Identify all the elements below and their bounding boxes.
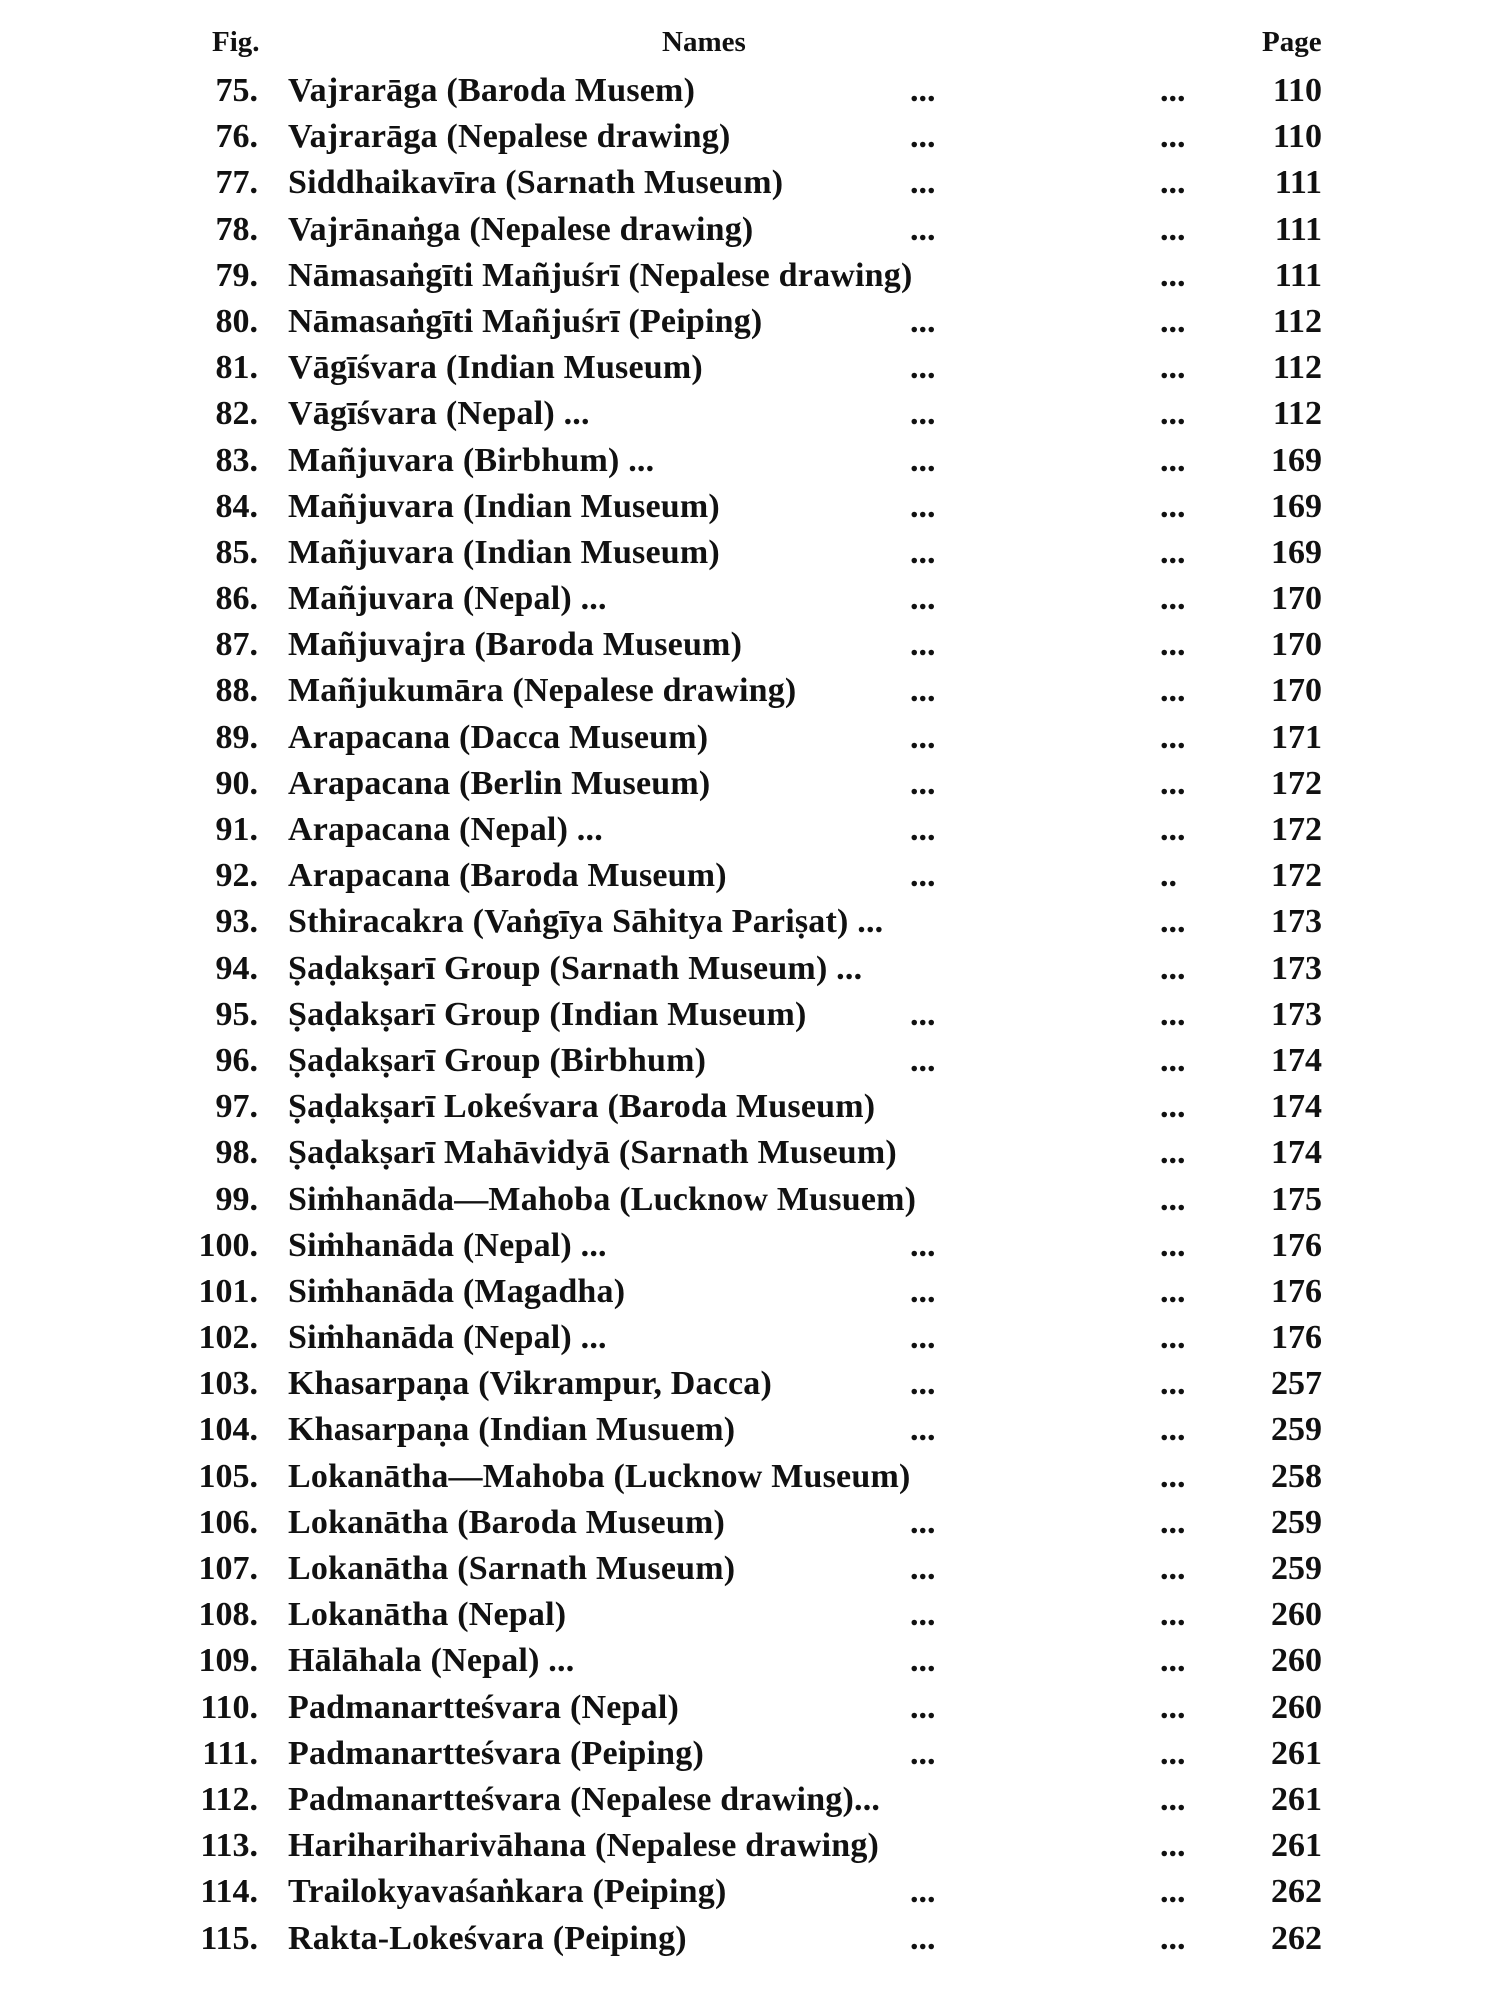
- figure-name: Siṁhanāda (Nepal) ...: [288, 1226, 607, 1264]
- figure-name: Ṣaḍakṣarī Lokeśvara (Baroda Museum): [288, 1088, 876, 1126]
- figure-name: Padmanartteśvara (Nepal): [288, 1688, 680, 1726]
- page-number: 175: [1271, 1180, 1322, 1218]
- fig-number: 94.: [215, 949, 258, 987]
- leader-dots: ...: [910, 1503, 936, 1541]
- leader-dots: ...: [1160, 903, 1186, 941]
- fig-number: 102.: [198, 1319, 258, 1357]
- page-number: 260: [1271, 1596, 1322, 1634]
- header-page: Page: [1262, 26, 1322, 58]
- list-item: [0, 1084, 1500, 1130]
- figure-name: Siṁhanāda (Magadha): [288, 1272, 626, 1310]
- fig-number: 104.: [198, 1411, 258, 1449]
- figure-name: Siṁhanāda (Nepal) ...: [288, 1319, 607, 1357]
- leader-dots: ...: [910, 302, 936, 340]
- figure-name: Siddhaikavīra (Sarnath Museum): [288, 164, 784, 202]
- figure-list: [0, 68, 1500, 1962]
- list-item: [0, 1454, 1500, 1500]
- list-item: [0, 1592, 1500, 1638]
- fig-number: 75.: [215, 72, 258, 109]
- leader-dots: ...: [1160, 1319, 1186, 1357]
- leader-dots: ...: [1160, 1503, 1186, 1541]
- page-number: 174: [1271, 1041, 1322, 1079]
- leader-dots: ...: [1160, 1365, 1186, 1403]
- list-item: [0, 1869, 1500, 1915]
- figure-name: Lokanātha (Sarnath Museum): [288, 1550, 736, 1587]
- fig-number: 81.: [215, 349, 258, 387]
- leader-dots: ...: [910, 1596, 936, 1634]
- list-item: [0, 1269, 1500, 1315]
- leader-dots: ...: [1160, 1457, 1186, 1495]
- list-item: [0, 1500, 1500, 1546]
- page-number: 260: [1271, 1642, 1322, 1680]
- leader-dots: ...: [1160, 672, 1186, 710]
- list-item: [0, 622, 1500, 668]
- leader-dots: ...: [910, 210, 936, 248]
- page-number: 260: [1271, 1688, 1322, 1726]
- list-item: [0, 207, 1500, 253]
- fig-number: 98.: [215, 1134, 258, 1172]
- figure-name: Nāmasaṅgīti Mañjuśrī (Peiping): [288, 302, 763, 340]
- page-number: 112: [1272, 349, 1322, 387]
- fig-number: 109.: [198, 1642, 258, 1680]
- leader-dots: ...: [910, 857, 936, 895]
- fig-number: 91.: [215, 811, 258, 848]
- page-number: 259: [1271, 1411, 1322, 1449]
- figure-name: Nāmasaṅgīti Mañjuśrī (Nepalese drawing): [288, 256, 913, 294]
- leader-dots: ...: [1160, 1688, 1186, 1726]
- leader-dots: ...: [910, 395, 936, 433]
- leader-dots: ...: [910, 1873, 936, 1911]
- leader-dots: ...: [910, 1411, 936, 1449]
- leader-dots: ...: [910, 1365, 936, 1403]
- figure-name: Vāgīśvara (Indian Museum): [288, 349, 703, 387]
- fig-number: 111.: [202, 1734, 258, 1772]
- figure-name: Vajrānaṅga (Nepalese drawing): [288, 210, 754, 248]
- leader-dots: ...: [910, 718, 936, 756]
- leader-dots: ...: [910, 995, 936, 1033]
- leader-dots: ...: [910, 672, 936, 710]
- fig-number: 96.: [215, 1041, 258, 1079]
- leader-dots: ..: [1160, 857, 1177, 895]
- list-item: [0, 68, 1500, 114]
- page-number: 262: [1271, 1919, 1322, 1957]
- figure-name: Mañjuvara (Nepal) ...: [288, 580, 607, 618]
- leader-dots: ...: [1160, 302, 1186, 340]
- figure-name: Mañjuvara (Indian Museum): [288, 533, 720, 571]
- leader-dots: ...: [910, 487, 936, 525]
- leader-dots: ...: [910, 164, 936, 202]
- list-item: [0, 1916, 1500, 1962]
- leader-dots: ...: [1160, 487, 1186, 525]
- list-item: [0, 1177, 1500, 1223]
- leader-dots: ...: [1160, 1041, 1186, 1079]
- figure-name: Ṣaḍakṣarī Group (Sarnath Museum) ...: [288, 949, 863, 987]
- fig-number: 114.: [200, 1873, 258, 1911]
- figure-name: Ṣaḍakṣarī Mahāvidyā (Sarnath Museum): [288, 1134, 897, 1172]
- list-item: [0, 438, 1500, 484]
- leader-dots: ...: [1160, 164, 1186, 202]
- fig-number: 112.: [200, 1780, 258, 1818]
- leader-dots: ...: [910, 1919, 936, 1957]
- leader-dots: ...: [1160, 1134, 1186, 1172]
- list-item: [0, 530, 1500, 576]
- list-item: [0, 761, 1500, 807]
- fig-number: 93.: [215, 903, 258, 941]
- leader-dots: ...: [910, 441, 936, 479]
- list-item: [0, 1130, 1500, 1176]
- leader-dots: ...: [910, 1734, 936, 1772]
- leader-dots: ...: [1160, 1226, 1186, 1264]
- page-number: 173: [1271, 949, 1322, 987]
- fig-number: 113.: [200, 1827, 258, 1865]
- list-item: [0, 484, 1500, 530]
- page-number: 176: [1271, 1319, 1322, 1357]
- leader-dots: ...: [910, 764, 936, 802]
- fig-number: 108.: [198, 1596, 258, 1634]
- fig-number: 80.: [215, 302, 258, 340]
- leader-dots: ...: [910, 118, 936, 156]
- figure-name: Arapacana (Berlin Museum): [288, 764, 711, 802]
- fig-number: 115.: [200, 1919, 258, 1957]
- leader-dots: ...: [1160, 1734, 1186, 1772]
- fig-number: 83.: [215, 441, 258, 479]
- leader-dots: ...: [1160, 1827, 1186, 1865]
- list-item: [0, 1546, 1500, 1592]
- figure-name: Arapacana (Dacca Museum): [288, 718, 709, 756]
- leader-dots: ...: [1160, 718, 1186, 756]
- leader-dots: ...: [910, 811, 936, 848]
- leader-dots: ...: [1160, 1873, 1186, 1911]
- fig-number: 105.: [198, 1457, 258, 1495]
- leader-dots: ...: [1160, 580, 1186, 618]
- figure-name: Khasarpaṇa (Indian Musuem): [288, 1411, 736, 1449]
- figure-name: Vāgīśvara (Nepal) ...: [288, 395, 590, 433]
- figure-name: Khasarpaṇa (Vikrampur, Dacca): [288, 1365, 773, 1403]
- leader-dots: ...: [1160, 118, 1186, 156]
- header-names: Names: [662, 26, 746, 58]
- leader-dots: ...: [910, 1550, 936, 1587]
- leader-dots: ...: [1160, 1919, 1186, 1957]
- list-item: [0, 1315, 1500, 1361]
- figure-name: Arapacana (Nepal) ...: [288, 811, 603, 848]
- leader-dots: ...: [1160, 995, 1186, 1033]
- page-number: 112: [1272, 395, 1322, 433]
- list-item: [0, 1361, 1500, 1407]
- page-number: 112: [1272, 302, 1322, 340]
- page-number: 261: [1271, 1734, 1322, 1772]
- leader-dots: ...: [1160, 210, 1186, 248]
- fig-number: 82.: [215, 395, 258, 433]
- list-item: [0, 899, 1500, 945]
- list-item: [0, 160, 1500, 206]
- list-item: [0, 668, 1500, 714]
- leader-dots: ...: [1160, 349, 1186, 387]
- leader-dots: ...: [1160, 811, 1186, 848]
- figure-name: Vajrarāga (Nepalese drawing): [288, 118, 731, 156]
- list-item: [0, 992, 1500, 1038]
- leader-dots: ...: [910, 533, 936, 571]
- list-item: [0, 391, 1500, 437]
- leader-dots: ...: [1160, 1272, 1186, 1310]
- list-item: [0, 1638, 1500, 1684]
- header-fig: Fig.: [212, 26, 260, 58]
- page-number: 111: [1274, 164, 1322, 202]
- leader-dots: ...: [1160, 764, 1186, 802]
- page-number: 111: [1274, 210, 1322, 248]
- leader-dots: ...: [1160, 949, 1186, 987]
- fig-number: 103.: [198, 1365, 258, 1403]
- page-number: 169: [1271, 441, 1322, 479]
- page-number: 111: [1274, 256, 1322, 294]
- figure-name: Hālāhala (Nepal) ...: [288, 1642, 575, 1680]
- leader-dots: ...: [1160, 1088, 1186, 1126]
- leader-dots: ...: [1160, 1642, 1186, 1680]
- figure-name: Trailokyavaśaṅkara (Peiping): [288, 1873, 727, 1911]
- leader-dots: ...: [910, 626, 936, 664]
- fig-number: 84.: [215, 487, 258, 525]
- fig-number: 87.: [215, 626, 258, 664]
- leader-dots: ...: [1160, 626, 1186, 664]
- leader-dots: ...: [910, 1041, 936, 1079]
- fig-number: 92.: [215, 857, 258, 895]
- page-number: 172: [1271, 811, 1322, 848]
- list-item: [0, 853, 1500, 899]
- leader-dots: ...: [1160, 1550, 1186, 1587]
- fig-number: 110.: [200, 1688, 258, 1726]
- leader-dots: ...: [1160, 1596, 1186, 1634]
- list-item: [0, 1407, 1500, 1453]
- page-number: 176: [1271, 1226, 1322, 1264]
- page-number: 257: [1271, 1365, 1322, 1403]
- leader-dots: ...: [910, 1688, 936, 1726]
- list-item: [0, 1038, 1500, 1084]
- page-number: 170: [1271, 580, 1322, 618]
- fig-number: 97.: [215, 1088, 258, 1126]
- page-number: 110: [1272, 72, 1322, 109]
- list-item: [0, 253, 1500, 299]
- leader-dots: ...: [1160, 395, 1186, 433]
- leader-dots: ...: [1160, 256, 1186, 294]
- list-item: [0, 1223, 1500, 1269]
- fig-number: 95.: [215, 995, 258, 1033]
- leader-dots: ...: [910, 1226, 936, 1264]
- leader-dots: ...: [910, 72, 936, 109]
- page-number: 261: [1271, 1827, 1322, 1865]
- fig-number: 90.: [215, 764, 258, 802]
- fig-number: 86.: [215, 580, 258, 618]
- leader-dots: ...: [1160, 1180, 1186, 1218]
- leader-dots: ...: [910, 1272, 936, 1310]
- list-item: [0, 576, 1500, 622]
- page-number: 174: [1271, 1134, 1322, 1172]
- list-item: [0, 1823, 1500, 1869]
- leader-dots: ...: [1160, 441, 1186, 479]
- figure-name: Ṣaḍakṣarī Group (Birbhum): [288, 1041, 707, 1079]
- page-number: 170: [1271, 672, 1322, 710]
- leader-dots: ...: [1160, 1780, 1186, 1818]
- figure-name: Padmanartteśvara (Nepalese drawing)...: [288, 1780, 881, 1818]
- page-number: 174: [1271, 1088, 1322, 1126]
- leader-dots: ...: [910, 580, 936, 618]
- leader-dots: ...: [910, 1319, 936, 1357]
- figure-name: Mañjukumāra (Nepalese drawing): [288, 672, 797, 710]
- page-number: 171: [1271, 718, 1322, 756]
- fig-number: 107.: [198, 1550, 258, 1587]
- figure-name: Lokanātha—Mahoba (Lucknow Museum): [288, 1457, 911, 1495]
- fig-number: 76.: [215, 118, 258, 156]
- page-number: 172: [1271, 857, 1322, 895]
- list-item: [0, 807, 1500, 853]
- fig-number: 79.: [215, 256, 258, 294]
- leader-dots: ...: [1160, 1411, 1186, 1449]
- fig-number: 106.: [198, 1503, 258, 1541]
- figure-name: Mañjuvara (Birbhum) ...: [288, 441, 655, 479]
- page-number: 173: [1271, 995, 1322, 1033]
- figure-name: Lokanātha (Baroda Museum): [288, 1503, 725, 1541]
- figure-name: Vajrarāga (Baroda Musem): [288, 72, 696, 109]
- fig-number: 88.: [215, 672, 258, 710]
- page-number: 259: [1271, 1503, 1322, 1541]
- figure-name: Padmanartteśvara (Peiping): [288, 1734, 704, 1772]
- page-number: 172: [1271, 764, 1322, 802]
- fig-number: 77.: [215, 164, 258, 202]
- figure-name: Sthiracakra (Vaṅgīya Sāhitya Pariṣat) ...: [288, 903, 884, 941]
- leader-dots: ...: [1160, 72, 1186, 109]
- fig-number: 101.: [198, 1272, 258, 1310]
- leader-dots: ...: [910, 1642, 936, 1680]
- figure-name: Mañjuvara (Indian Museum): [288, 487, 720, 525]
- list-item: [0, 715, 1500, 761]
- page-number: 110: [1272, 118, 1322, 156]
- page-number: 176: [1271, 1272, 1322, 1310]
- fig-number: 100.: [198, 1226, 258, 1264]
- page-number: 173: [1271, 903, 1322, 941]
- fig-number: 85.: [215, 533, 258, 571]
- figure-name: Lokanātha (Nepal): [288, 1596, 567, 1634]
- fig-number: 89.: [215, 718, 258, 756]
- list-item: [0, 1731, 1500, 1777]
- figure-name: Mañjuvajra (Baroda Museum): [288, 626, 743, 664]
- fig-number: 78.: [215, 210, 258, 248]
- page-number: 262: [1271, 1873, 1322, 1911]
- leader-dots: ...: [910, 349, 936, 387]
- page-number: 261: [1271, 1780, 1322, 1818]
- figure-name: Ṣaḍakṣarī Group (Indian Museum): [288, 995, 807, 1033]
- figure-name: Rakta-Lokeśvara (Peiping): [288, 1919, 687, 1957]
- page-number: 259: [1271, 1550, 1322, 1587]
- leader-dots: ...: [1160, 533, 1186, 571]
- page-number: 258: [1271, 1457, 1322, 1495]
- figure-name: Arapacana (Baroda Museum): [288, 857, 727, 895]
- list-item: [0, 946, 1500, 992]
- page-number: 170: [1271, 626, 1322, 664]
- figure-name: Harihariharivāhana (Nepalese drawing): [288, 1827, 880, 1865]
- fig-number: 99.: [215, 1180, 258, 1218]
- page-number: 169: [1271, 487, 1322, 525]
- list-item: [0, 1685, 1500, 1731]
- list-item: [0, 299, 1500, 345]
- list-item: [0, 345, 1500, 391]
- page-number: 169: [1271, 533, 1322, 571]
- list-item: [0, 114, 1500, 160]
- figure-name: Siṁhanāda—Mahoba (Lucknow Musuem): [288, 1180, 917, 1218]
- list-item: [0, 1777, 1500, 1823]
